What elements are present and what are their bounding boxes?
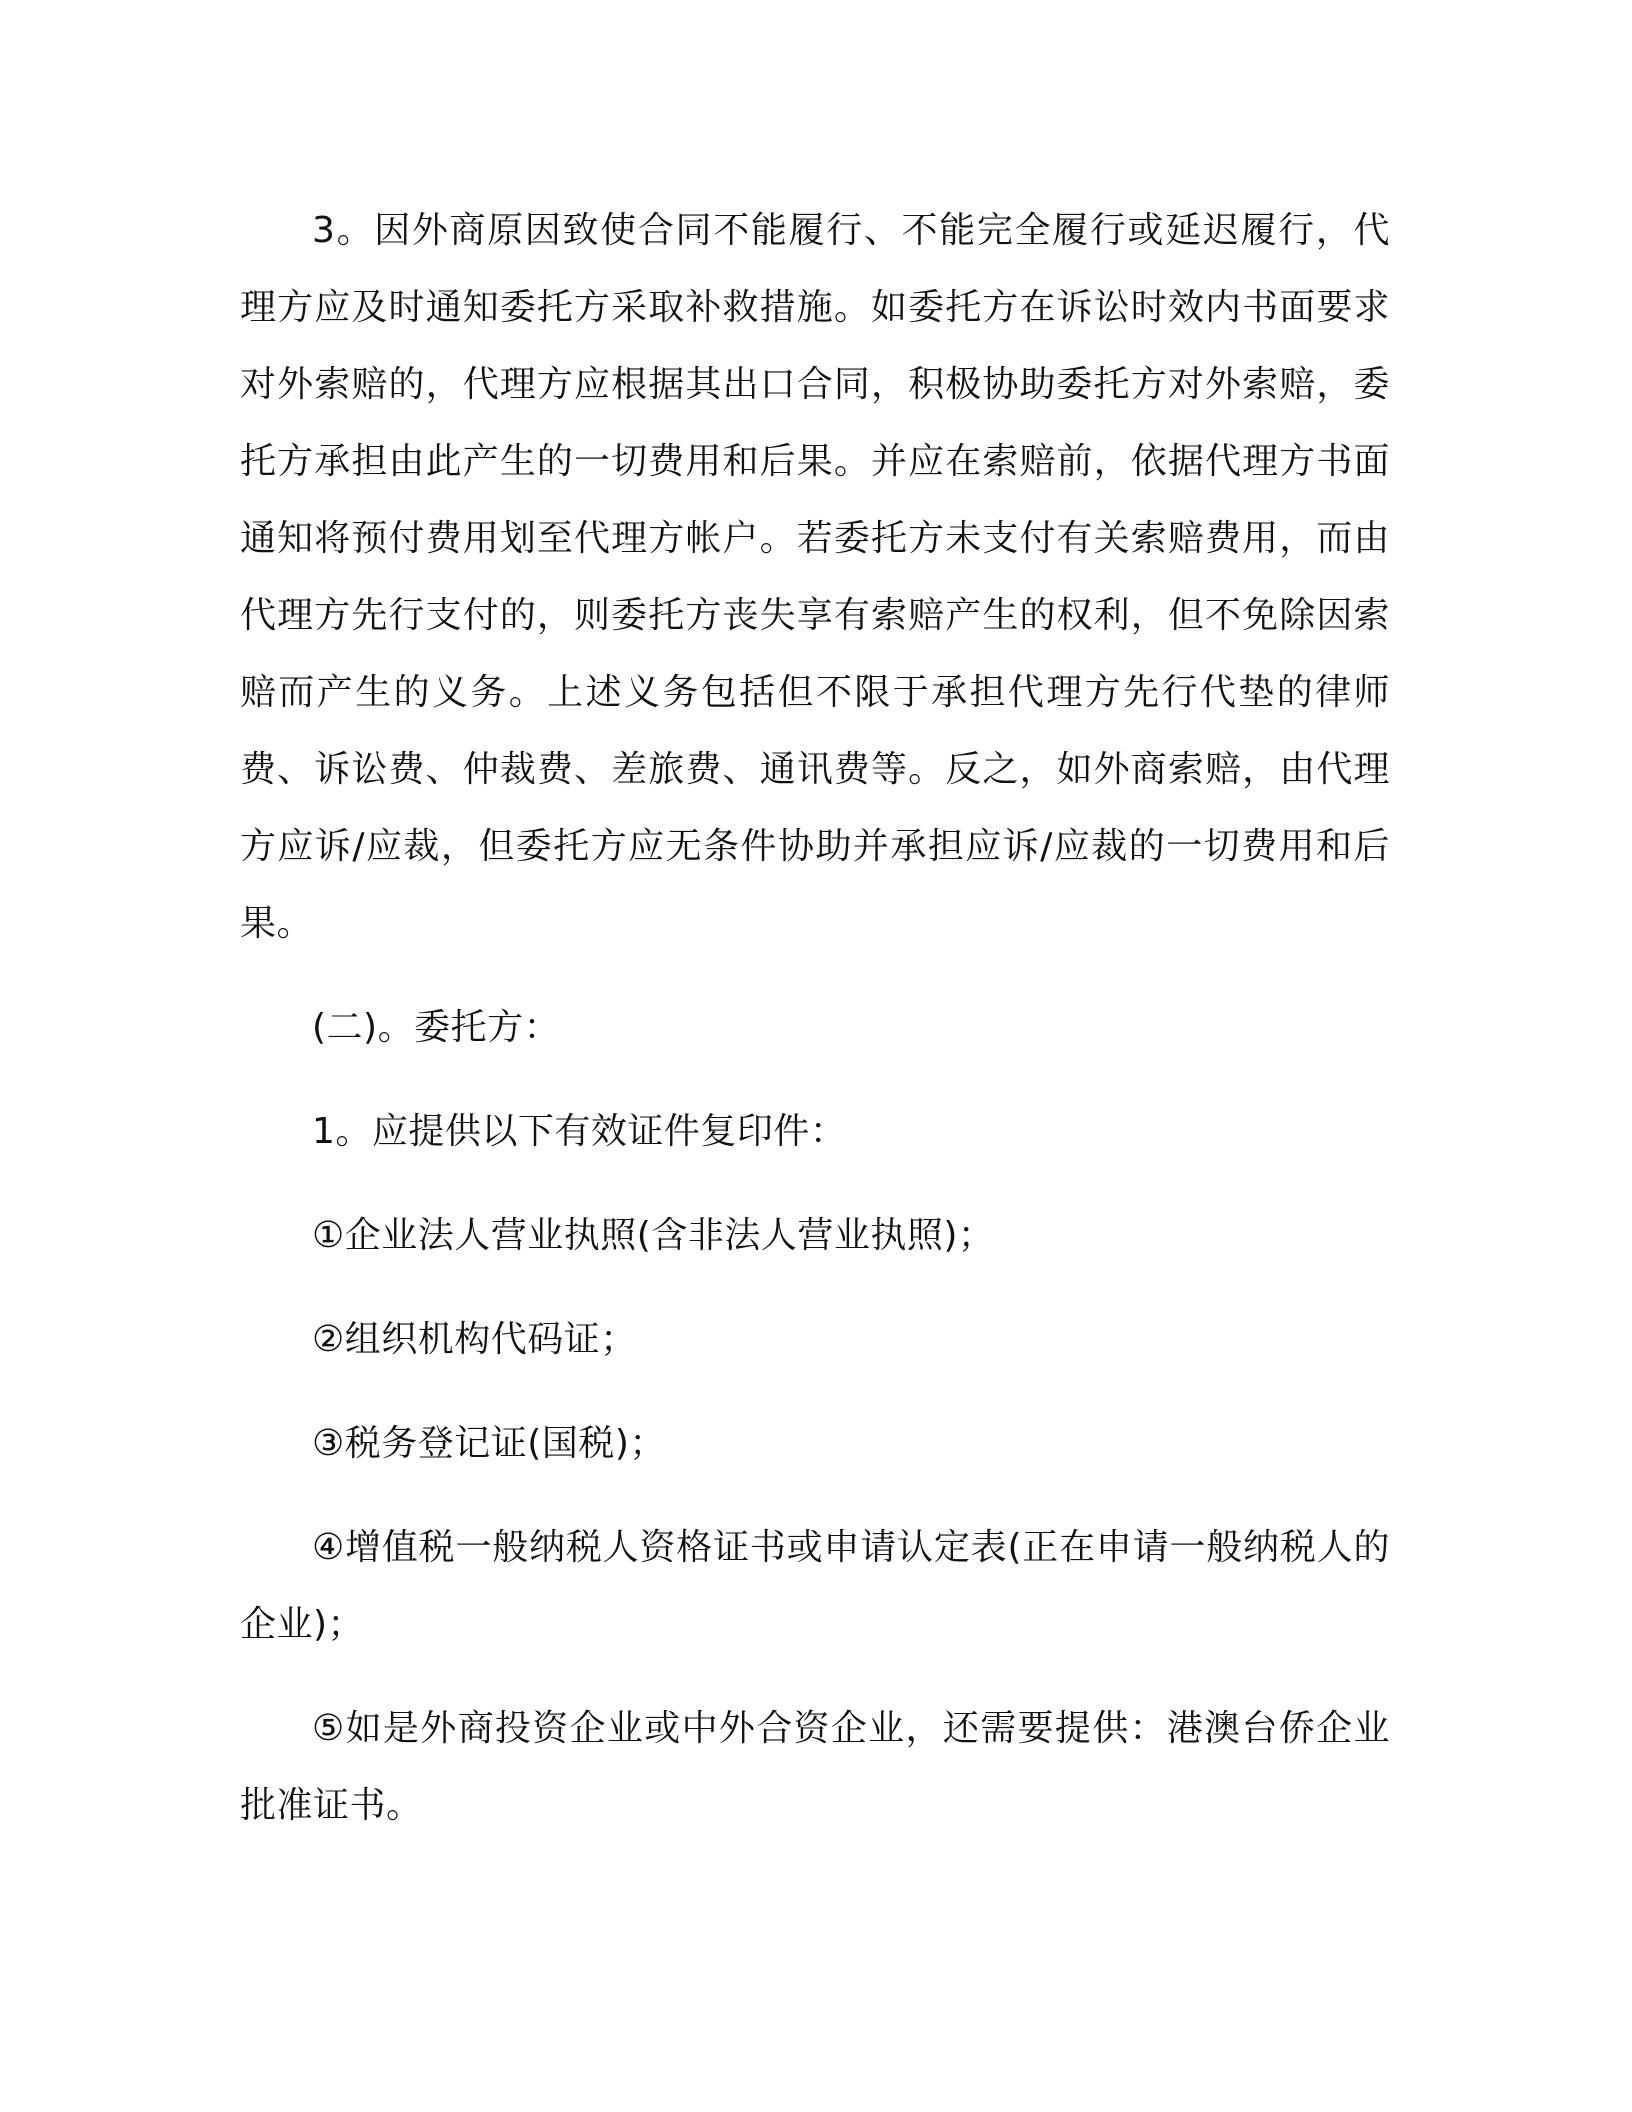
- list-item-business-license: ①企业法人营业执照(含非法人营业执照)；: [312, 1215, 995, 1256]
- list-item-tax-registration: ③税务登记证(国税)；: [312, 1423, 666, 1464]
- paragraph-claims-clause: 3。因外商原因致使合同不能履行、不能完全履行或延迟履行，代理方应及时通知委托方采取补救措施。如委托方在诉讼时效内书面要求对外索赔的，代理方应根据其出口合同，积极协助委托方对外索赔，委托方承担由此产生的一切费用和后果。并应在索赔前，依据代理方书面通知将预付费用划至代理方帐户。若委托方未支付有关索赔费用，而由代理方先行支付的，则委托方丧失享有索赔产生的权利，但不免除因索赔而产生的义务。上述义务包括但不限于承担代理方先行代垫的律师费、诉讼费、仲裁费、差旅费、通讯费等。反之，如外商索赔，由代理方应诉/应裁，但委托方应无条件协助并承担应诉/应裁的一切费用和后果。: [240, 210, 1390, 944]
- paragraph-gap: [240, 1274, 1390, 1301]
- list-item-foreign-investment: ⑤如是外商投资企业或中外合资企业，还需要提供：港澳台侨企业批准证书。: [240, 1708, 1390, 1826]
- paragraph-gap: [240, 1663, 1390, 1690]
- document-body: [240, 192, 1390, 1844]
- paragraph-gap: [240, 1066, 1390, 1093]
- paragraph-gap: [240, 1378, 1390, 1405]
- section-heading-principal: (二)。委托方：: [312, 1007, 561, 1048]
- paragraph-gap: [240, 962, 1390, 989]
- paragraph-required-documents: 1。应提供以下有效证件复印件：: [312, 1111, 847, 1152]
- paragraph-gap: [240, 1482, 1390, 1509]
- list-item-vat-taxpayer: ④增值税一般纳税人资格证书或申请认定表(正在申请一般纳税人的企业)；: [240, 1527, 1390, 1645]
- paragraph-gap: [240, 1170, 1390, 1197]
- list-item-organization-code: ②组织机构代码证；: [312, 1319, 637, 1360]
